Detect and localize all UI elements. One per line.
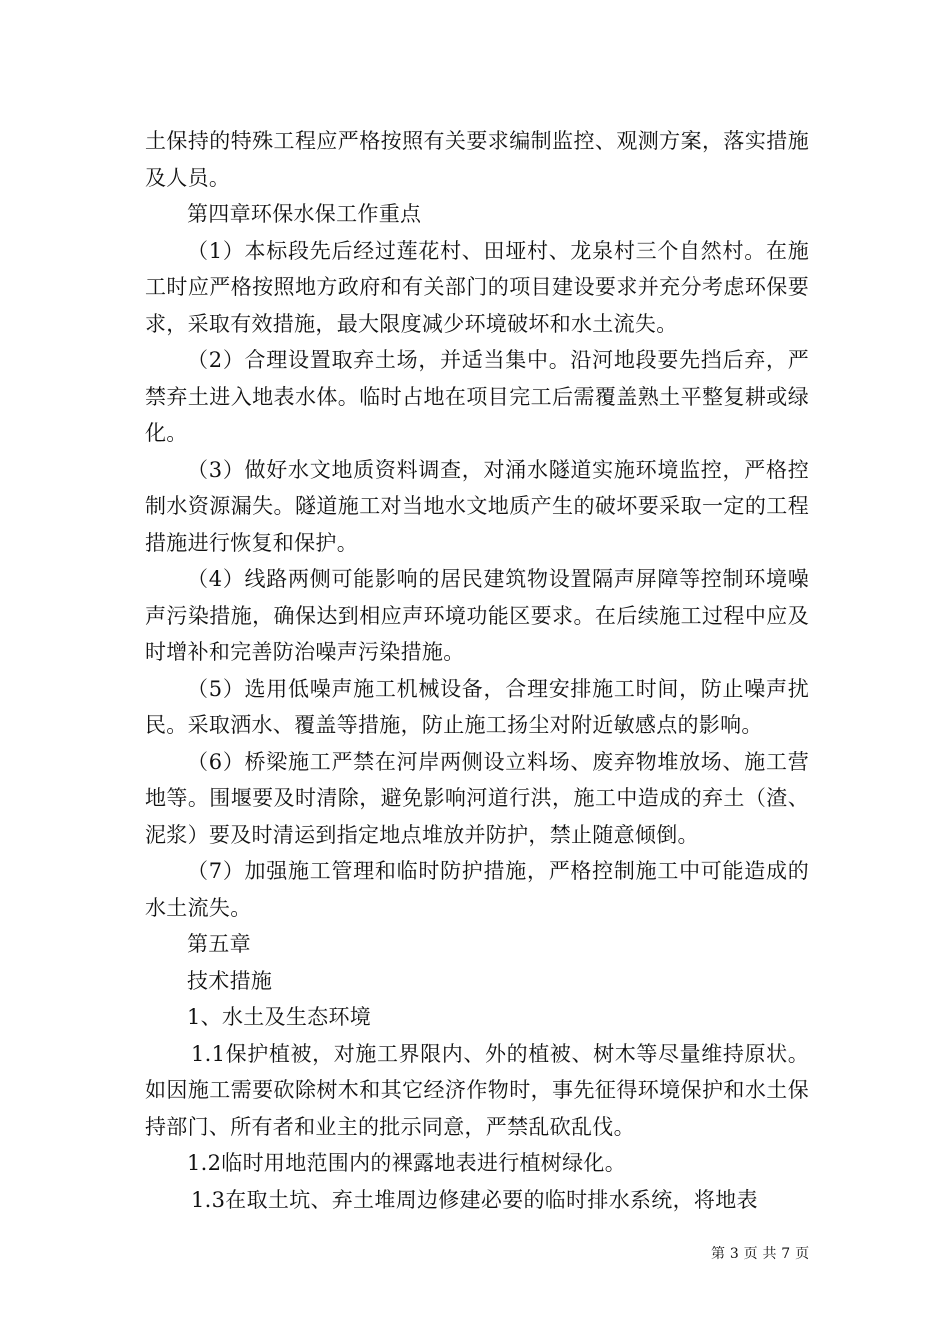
paragraph-1-1: 1.1保护植被，对施工界限内、外的植被、树木等尽量维持原状。如因施工需要砍除树木和其它经济作物时，事先征得环境保护和水土保持部门、所有者和业主的批示同意，严禁乱砍乱伐。: [145, 1041, 809, 1139]
paragraph-1: 土保持的特殊工程应严格按照有关要求编制监控、观测方案，落实措施及人员。: [145, 129, 809, 190]
paragraph-item-7: （7）加强施工管理和临时防护措施，严格控制施工中可能造成的水土流失。: [145, 859, 809, 920]
document-body: [145, 123, 809, 1218]
paragraph-item-3: （3）做好水文地质资料调查，对涌水隧道实施环境监控，严格控制水资源漏失。隧道施工对当地水文地质产生的破坏要采取一定的工程措施进行恢复和保护。: [145, 457, 809, 555]
chapter-heading-4: 第四章环保水保工作重点: [187, 202, 422, 226]
subsection-heading-1: 1、水土及生态环境: [187, 1005, 372, 1029]
paragraph-item-2: （2）合理设置取弃土场，并适当集中。沿河地段要先挡后弃，严禁弃土进入地表水体。临时占地在项目完工后需覆盖熟土平整复耕或绿化。: [145, 348, 809, 445]
paragraph-item-4: （4）线路两侧可能影响的居民建筑物设置隔声屏障等控制环境噪声污染措施，确保达到相应声环境功能区要求。在后续施工过程中应及时增补和完善防治噪声污染措施。: [145, 567, 809, 664]
paragraph-1-3: 1.3在取土坑、弃土堆周边修建必要的临时排水系统，将地表: [191, 1187, 758, 1212]
chapter-heading-5: 第五章: [187, 932, 251, 956]
page-number-footer: 第 3 页 共 7 页: [711, 1246, 810, 1262]
paragraph-1-2: 1.2临时用地范围内的裸露地表进行植树绿化。: [187, 1151, 626, 1175]
paragraph-item-6: （6）桥梁施工严禁在河岸两侧设立料场、废弃物堆放场、施工营地等。围堰要及时清除，避免影响河道行洪，施工中造成的弃土（渣、泥浆）要及时清运到指定地点堆放并防护，禁止随意倾倒。: [145, 749, 809, 847]
section-heading-technical-measures: 技术措施: [187, 968, 273, 993]
paragraph-item-5: （5）选用低噪声施工机械设备，合理安排施工时间，防止噪声扰民。采取洒水、覆盖等措施，防止施工扬尘对附近敏感点的影响。: [145, 676, 809, 737]
paragraph-item-1: （1）本标段先后经过莲花村、田垭村、龙泉村三个自然村。在施工时应严格按照地方政府和有关部门的项目建设要求并充分考虑环保要求，采取有效措施，最大限度减少环境破坏和水土流失。: [145, 238, 809, 336]
